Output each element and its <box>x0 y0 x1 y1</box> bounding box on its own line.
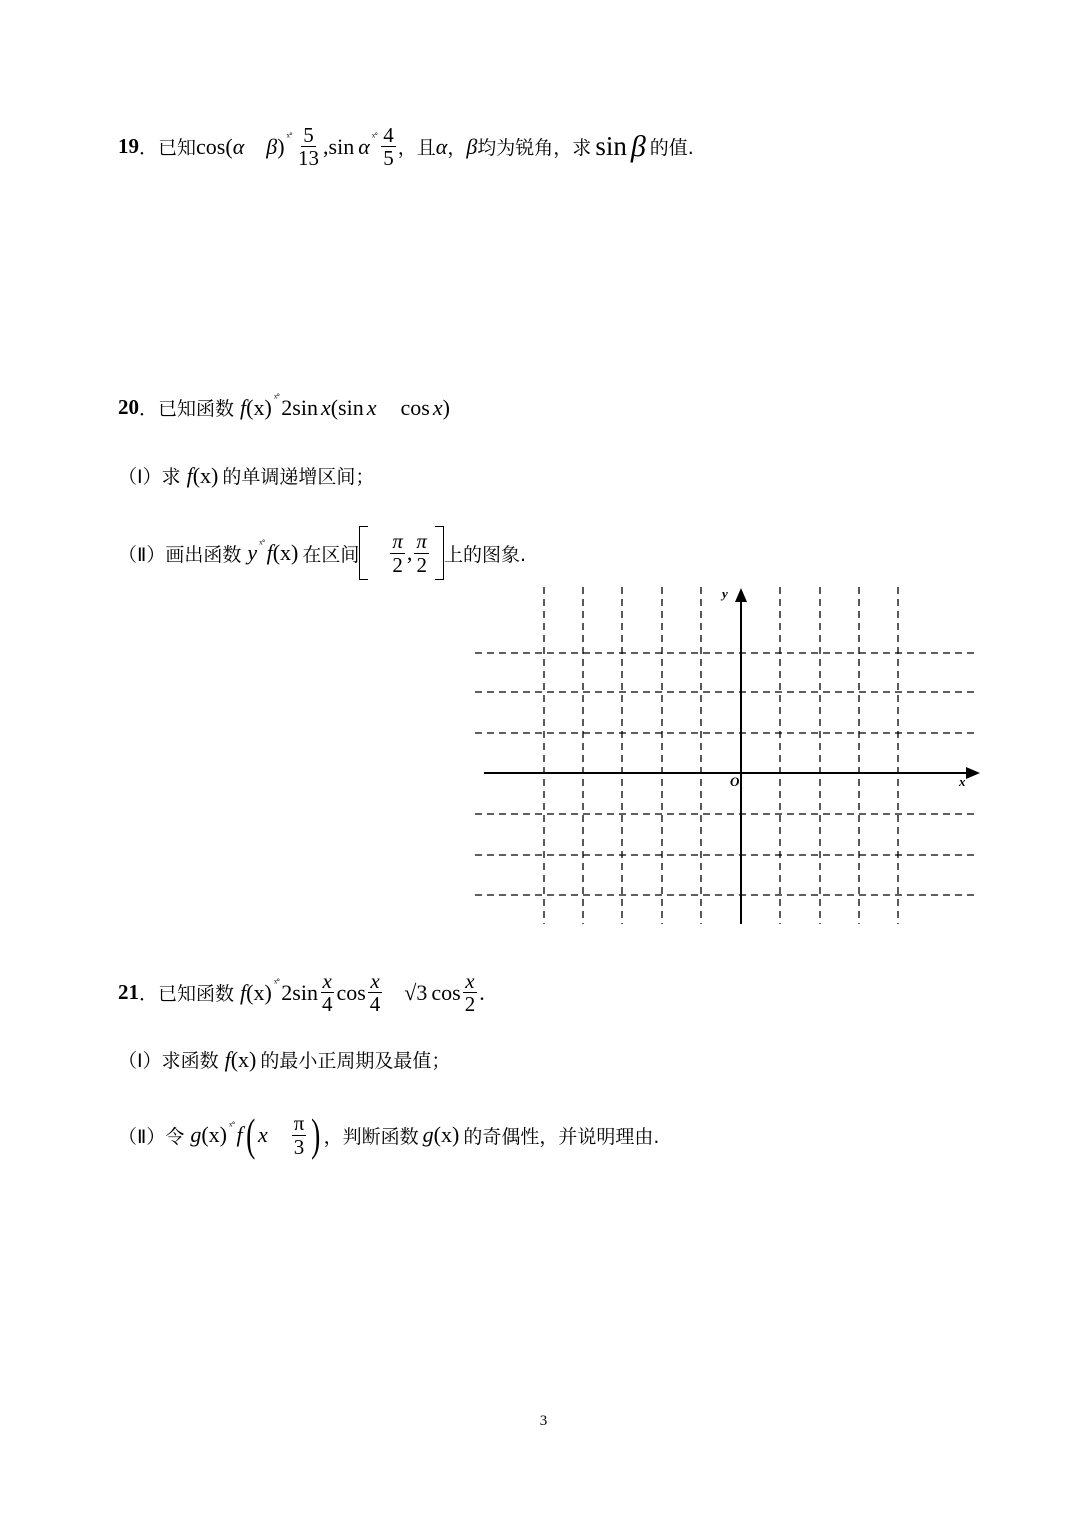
q20-part2-eq: ˣ˚ <box>259 536 265 551</box>
q19-sep: ． <box>139 137 159 160</box>
q20-interval-frac-1 <box>390 530 405 575</box>
q20-two-2: 2 <box>416 552 427 577</box>
q20-part2-label: （Ⅱ）画出函数 <box>118 543 242 566</box>
q21-part1-label: （Ⅰ）求函数 <box>118 1050 219 1072</box>
q19-text-5: 的值. <box>649 137 694 160</box>
q21-eq: ˣ˚ <box>273 976 280 991</box>
q19-text-1: 已知 <box>158 137 197 160</box>
q20-m7: ) <box>442 394 450 420</box>
q21-part2-f: f <box>236 1122 243 1147</box>
q21-frac-a-num: x <box>322 969 332 993</box>
q21-left-paren: ( <box>245 1109 255 1160</box>
q21-right-paren: ) <box>311 1109 321 1160</box>
q20-f: f <box>240 394 247 420</box>
q21-frac-a <box>320 970 335 1015</box>
q21-sqrt3: √3 <box>404 979 428 1005</box>
q20-pi-2: π <box>416 529 427 554</box>
q19-frac2-num: 4 <box>383 123 394 147</box>
q19-beta: β <box>266 133 278 159</box>
q21-x: (x) <box>246 979 272 1005</box>
y-axis-label: y <box>722 586 728 601</box>
q20-number: 20 <box>118 395 139 419</box>
interval-right-bracket <box>435 526 444 580</box>
q21-part2-three: 3 <box>293 1134 305 1159</box>
q20-part2 <box>118 526 526 580</box>
q20-x: (x) <box>246 394 272 420</box>
q19-math-cos: cos( <box>196 133 233 159</box>
q21-part2-xv: x <box>257 1122 268 1147</box>
q21-sep: ． <box>139 983 159 1006</box>
q20-m4: x <box>366 394 377 420</box>
q21-part1-x: (x) <box>230 1046 257 1072</box>
q19-beta-big: β <box>630 129 646 163</box>
q20-m1: 2sin <box>281 394 318 420</box>
q21-number: 21 <box>118 980 139 1005</box>
q20-part1-x: (x) <box>192 462 219 488</box>
q20-part2-x: (x) <box>272 540 299 565</box>
q21-part2-text-1: ，判断函数 <box>323 1125 419 1148</box>
interval-left-bracket <box>359 526 368 580</box>
q20-m5: cos <box>400 394 430 420</box>
q21-m1: 2sin <box>281 979 318 1005</box>
q20-text-1: 已知函数 <box>158 398 235 420</box>
q19-rparen: ) <box>277 133 285 159</box>
q20-eq: ˣ˚ <box>273 391 280 405</box>
q21-m3: cos <box>431 979 461 1005</box>
y-axis-arrow-icon <box>735 588 747 602</box>
q21-text-1: 已知函数 <box>158 983 235 1006</box>
q21-part2-label: （Ⅱ）令 <box>118 1125 185 1148</box>
q21-frac-b-den: 4 <box>369 992 381 1017</box>
q21-part2-x2: (x) <box>433 1122 460 1147</box>
q21-part1-text: 的最小正周期及最值； <box>260 1050 451 1072</box>
q21-dot: . <box>479 979 485 1005</box>
q20-part2-text: 在区间 <box>302 543 360 566</box>
q21-frac-b <box>368 970 383 1015</box>
q21-frac-a-den: 4 <box>321 992 333 1017</box>
q21-part2-g: g <box>190 1122 202 1147</box>
q19-number: 19 <box>118 134 139 159</box>
q20-part1 <box>118 462 374 489</box>
q21-part2-x: (x) <box>201 1122 228 1147</box>
q20-part2-end: 上的图象. <box>443 543 526 566</box>
q19-text-2: ，且 <box>397 137 436 160</box>
q20-sep: ． <box>139 398 159 420</box>
q19-fraction-1 <box>296 124 321 169</box>
q19-alpha-3: α <box>435 133 448 159</box>
q20-m3: (sin <box>330 394 364 420</box>
q21-part1 <box>118 1046 450 1073</box>
q21-part2 <box>118 1109 660 1160</box>
q21-part2-text-2: 的奇偶性，并说明理由. <box>463 1125 660 1148</box>
q19-text-4: 均为锐角，求 <box>477 137 592 160</box>
q20-m6: x <box>432 394 443 420</box>
q19-line <box>118 124 694 169</box>
q19-alpha-2: α <box>358 133 370 159</box>
q19-eq-1: ˣ˚ <box>286 130 293 145</box>
q21-part1-f: f <box>224 1046 231 1072</box>
q20-part1-f: f <box>186 462 193 488</box>
q19-frac1-den: 13 <box>298 146 320 171</box>
q20-part1-text: 的单调递增区间； <box>222 466 375 488</box>
q19-fraction-2 <box>381 124 396 169</box>
q19-math-sin: ,sin <box>323 133 355 159</box>
q20-m2: x <box>320 394 331 420</box>
q20-part2-y: y <box>247 540 258 565</box>
q20-pi-1: π <box>392 529 403 554</box>
q21-frac-c-num: x <box>465 969 475 993</box>
q21-part2-frac <box>292 1112 307 1157</box>
q21-line <box>118 970 485 1015</box>
q19-eq-2: ˣ˚ <box>371 130 378 145</box>
page-number: 3 <box>539 1413 548 1429</box>
q21-frac-b-num: x <box>370 969 380 993</box>
q19-frac2-den: 5 <box>383 146 394 171</box>
q21-part2-eq: ˣ˚ <box>229 1118 235 1133</box>
q21-m2: cos <box>336 979 366 1005</box>
drawing-grid <box>470 582 982 928</box>
q20-interval-comma: , <box>406 540 413 565</box>
q20-line <box>118 391 450 421</box>
x-axis-arrow-icon <box>966 767 980 779</box>
q21-f: f <box>240 979 247 1005</box>
q19-frac1-num: 5 <box>303 123 314 147</box>
q20-part1-label: （Ⅰ）求 <box>118 466 181 488</box>
q21-part2-pi: π <box>293 1111 305 1136</box>
q20-two-1: 2 <box>392 552 403 577</box>
q21-part2-g2: g <box>422 1122 434 1147</box>
q19-alpha: α <box>232 133 245 159</box>
q19-beta-2: β <box>466 133 478 159</box>
q20-part2-f: f <box>266 540 273 565</box>
origin-label: O <box>730 774 740 789</box>
grid-vertical-lines <box>544 587 898 924</box>
q19-text-3: ， <box>447 137 467 160</box>
q21-frac-c <box>463 970 478 1015</box>
q19-sin-big: sin <box>595 131 627 162</box>
q21-frac-c-den: 2 <box>464 992 476 1017</box>
x-axis-label: x <box>959 774 966 789</box>
q20-interval-frac-2 <box>414 530 429 575</box>
